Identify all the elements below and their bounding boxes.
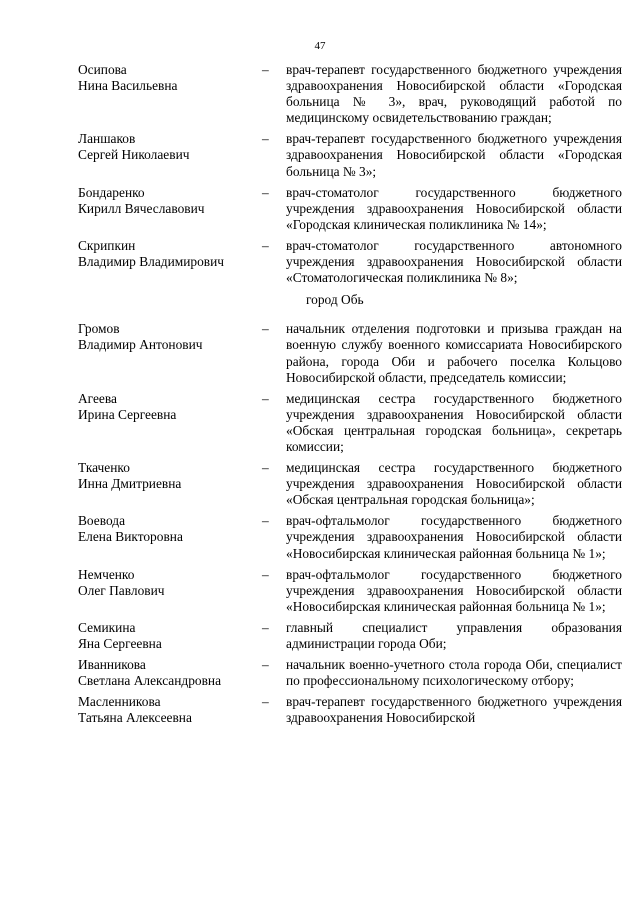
dash-separator: –	[262, 566, 269, 582]
list-item	[78, 391, 622, 455]
list-item	[78, 460, 622, 508]
list-item	[78, 321, 622, 385]
list-item	[78, 238, 622, 286]
given-name: Олег Павлович	[78, 582, 165, 598]
section-heading: город Обь	[306, 292, 364, 308]
position-description: медицинская сестра государственного бюджетного учреждения здравоохранения Новосибирской области «Обская центральная городская больница»;	[286, 460, 622, 508]
person-name	[78, 567, 260, 615]
group-ob	[78, 292, 622, 726]
dash-separator: –	[262, 460, 269, 476]
position-description: врач-терапевт государственного бюджетного учреждения здравоохранения Новосибирской области «Городская больница № 3»;	[286, 131, 622, 179]
position-description: начальник военно-учетного стола города Оби, специалист по профессиональному психологическому отбору;	[286, 657, 622, 689]
person-name	[78, 657, 260, 689]
dash-separator: –	[262, 390, 269, 406]
given-name: Владимир Антонович	[78, 337, 203, 353]
list-item	[78, 131, 622, 179]
dash-separator: –	[262, 131, 269, 147]
position-description: главный специалист управления образования администрации города Оби;	[286, 619, 622, 651]
person-name	[78, 513, 260, 561]
given-name: Елена Викторовна	[78, 529, 183, 545]
surname: Иванникова	[78, 657, 146, 673]
position-description: начальник отделения подготовки и призыва граждан на военную службу военного комиссариата Новосибирского района, города Оби и рабочего поселка Кольцово Новосибирской области, председатель комиссии;	[286, 321, 622, 385]
surname: Немченко	[78, 566, 135, 582]
commission-list	[78, 62, 622, 731]
given-name: Инна Дмитриевна	[78, 476, 182, 492]
position-description: медицинская сестра государственного бюджетного учреждения здравоохранения Новосибирской области «Обская центральная городская больница», секретарь комиссии;	[286, 390, 622, 454]
given-name: Нина Васильевна	[78, 78, 178, 94]
position-description: врач-офтальмолог государственного бюджетного учреждения здравоохранения Новосибирской области «Новосибирская клиническая районная больница № 1»;	[286, 513, 622, 561]
given-name: Ирина Сергеевна	[78, 406, 177, 422]
list-item	[78, 694, 622, 726]
surname: Семикина	[78, 619, 136, 635]
surname: Скрипкин	[78, 237, 136, 253]
position-description: врач-стоматолог государственного бюджетного учреждения здравоохранения Новосибирской области «Городская клиническая поликлиника № 14»;	[286, 184, 622, 232]
surname: Воевода	[78, 513, 126, 529]
given-name: Сергей Николаевич	[78, 147, 190, 163]
person-name	[78, 62, 260, 126]
surname: Агеева	[78, 390, 117, 406]
given-name: Татьяна Алексеевна	[78, 710, 192, 726]
list-item	[78, 657, 622, 689]
surname: Громов	[78, 321, 120, 337]
given-name: Владимир Владимирович	[78, 254, 225, 270]
surname: Ланшаков	[78, 131, 136, 147]
dash-separator: –	[262, 657, 269, 673]
surname: Ткаченко	[78, 460, 130, 476]
position-description: врач-терапевт государственного бюджетного учреждения здравоохранения Новосибирской	[286, 694, 622, 726]
given-name: Кирилл Вячеславович	[78, 200, 205, 216]
person-name	[78, 391, 260, 455]
list-item	[78, 62, 622, 126]
person-name	[78, 620, 260, 652]
surname: Бондаренко	[78, 184, 145, 200]
list-item	[78, 620, 622, 652]
position-description: врач-терапевт государственного бюджетного учреждения здравоохранения Новосибирской области «Городская больница № 3», врач, руководящий работой по медицинскому освидетельствованию граждан;	[286, 62, 622, 126]
dash-separator: –	[262, 321, 269, 337]
given-name: Светлана Александровна	[78, 673, 222, 689]
person-name	[78, 131, 260, 179]
dash-separator: –	[262, 184, 269, 200]
dash-separator: –	[262, 62, 269, 77]
dash-separator: –	[262, 237, 269, 253]
surname: Осипова	[78, 62, 127, 77]
given-name: Яна Сергеевна	[78, 636, 162, 651]
position-description: врач-стоматолог государственного автономного учреждения здравоохранения Новосибирской области «Стоматологическая поликлиника № 8»;	[286, 237, 622, 286]
group-main	[78, 62, 622, 286]
person-name	[78, 694, 260, 726]
person-name	[78, 460, 260, 508]
dash-separator: –	[262, 619, 269, 635]
list-item	[78, 513, 622, 561]
list-item	[78, 185, 622, 233]
dash-separator: –	[262, 694, 269, 710]
person-name	[78, 321, 260, 385]
position-description: врач-офтальмолог государственного бюджетного учреждения здравоохранения Новосибирской области «Новосибирская клиническая районная больница № 1»;	[286, 566, 622, 614]
surname: Масленникова	[78, 694, 161, 710]
person-name	[78, 185, 260, 233]
list-item	[78, 567, 622, 615]
person-name	[78, 238, 260, 286]
dash-separator: –	[262, 513, 269, 529]
page-number: 47	[314, 40, 326, 52]
